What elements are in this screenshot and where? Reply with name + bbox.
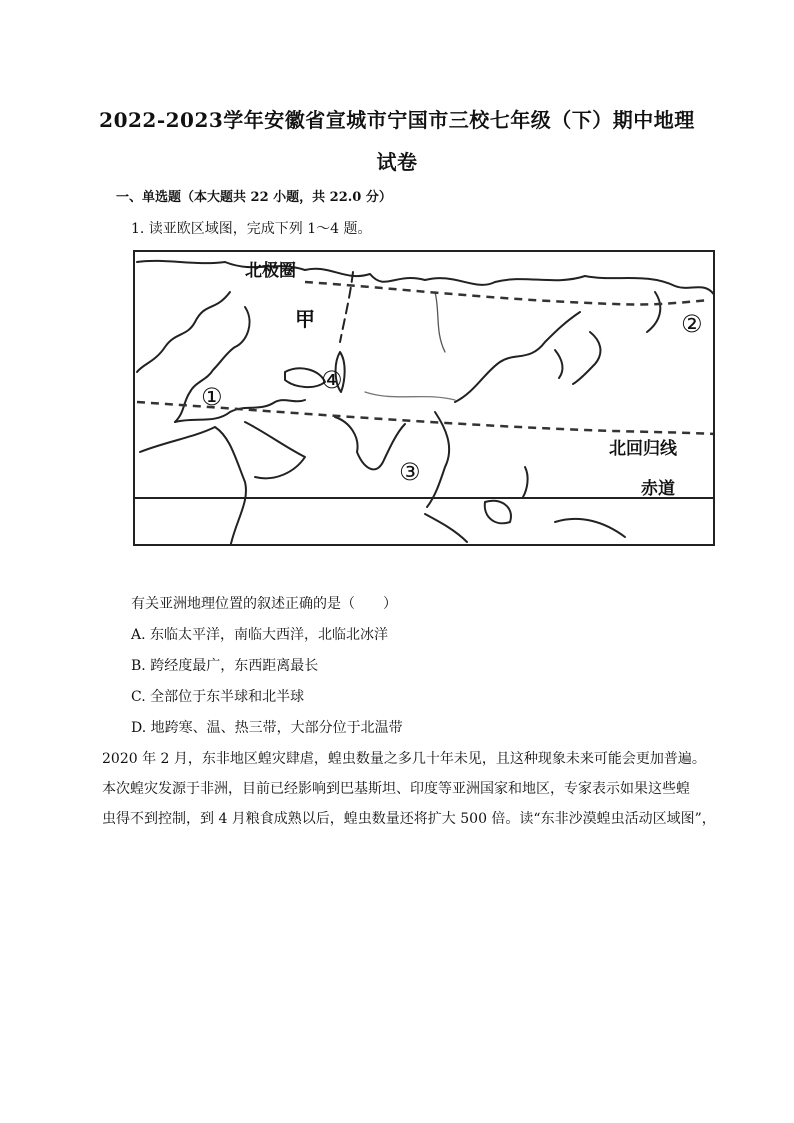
sumatra	[425, 514, 467, 542]
exam-title-line2: 试卷	[376, 150, 418, 174]
kamchatka	[647, 292, 660, 332]
exam-title-line1: 2022-2023学年安徽省宣城市宁国市三校七年级（下）期中地理	[99, 108, 695, 132]
marker-1: ①	[201, 383, 223, 411]
scandinavia-coast	[137, 292, 230, 372]
passage-line: 本次蝗灾发源于非洲，目前已经影响到巴基斯坦、印度等亚洲国家和地区，专家表示如果这些蝗	[102, 781, 690, 797]
borneo	[485, 501, 511, 524]
china-coast	[455, 312, 580, 402]
plateau-outline	[365, 392, 455, 400]
label-jia: 甲	[295, 309, 315, 331]
label-equator: 赤道	[641, 479, 675, 498]
marker-2: ②	[681, 310, 703, 338]
river-north	[435, 292, 445, 352]
korea	[555, 350, 562, 378]
arctic-circle-line	[305, 282, 710, 305]
eurasia-map	[133, 250, 715, 546]
north-coastline	[137, 261, 715, 296]
philippines	[523, 467, 528, 497]
section-heading: 一、单选题（本大题共 22 小题，共 22.0 分）	[116, 190, 392, 205]
marker-4: ④	[321, 366, 343, 394]
passage-line: 2020 年 2 月，东非地区蝗灾肆虐，蝗虫数量之多几十年未见，且这种现象未来可能会更加普遍。	[102, 751, 706, 767]
tropic-line	[137, 402, 715, 434]
option-d: D. 地跨寒、温、热三带，大部分位于北温带	[131, 720, 403, 736]
label-tropic: 北回归线	[609, 439, 677, 458]
label-arctic-circle: 北极圈	[245, 261, 296, 280]
question-intro: 1. 读亚欧区域图，完成下列 1～4 题。	[131, 221, 372, 237]
indochina-coast	[427, 412, 449, 507]
africa-coast	[140, 427, 246, 546]
option-c: C. 全部位于东半球和北半球	[131, 689, 305, 705]
mediterranean-coast	[175, 400, 305, 422]
passage-line: 虫得不到控制，到 4 月粮食成熟以后，蝗虫数量还将扩大 500 倍。读“东非沙漠蝗虫活动区域图”，	[102, 811, 716, 827]
eurasia-map-drawing	[135, 252, 715, 546]
india-coast	[335, 417, 405, 469]
ural-line	[340, 272, 353, 342]
marker-3: ③	[399, 458, 421, 486]
arabia-coast	[245, 422, 305, 478]
question-stem: 有关亚洲地理位置的叙述正确的是（ ）	[131, 596, 397, 612]
option-a: A. 东临太平洋，南临大西洋，北临北冰洋	[131, 627, 389, 643]
locust-passage	[102, 744, 716, 834]
black-sea	[285, 368, 325, 387]
new-guinea	[555, 519, 625, 537]
japan	[573, 332, 600, 384]
option-b: B. 跨经度最广，东西距离最长	[131, 658, 319, 674]
